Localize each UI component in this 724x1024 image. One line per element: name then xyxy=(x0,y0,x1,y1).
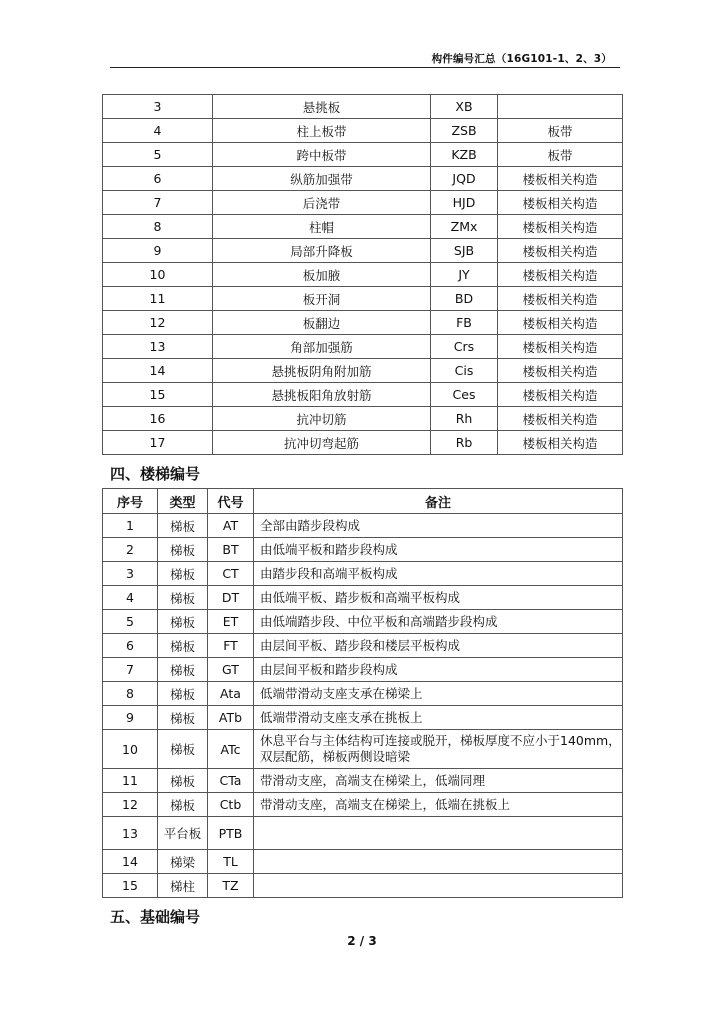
stair-code: FT xyxy=(208,634,254,658)
component-name: 纵筋加强带 xyxy=(213,167,431,191)
row-number: 9 xyxy=(103,239,213,263)
component-code: HJD xyxy=(431,191,498,215)
table-row xyxy=(103,383,623,407)
table-header-row xyxy=(103,489,623,514)
row-number: 11 xyxy=(103,769,158,793)
row-number: 7 xyxy=(103,191,213,215)
component-note: 板带 xyxy=(498,143,623,167)
component-code: JQD xyxy=(431,167,498,191)
stair-code: ATc xyxy=(208,730,254,769)
component-note: 楼板相关构造 xyxy=(498,383,623,407)
component-code: Cis xyxy=(431,359,498,383)
table-row xyxy=(103,538,623,562)
component-name: 抗冲切弯起筋 xyxy=(213,431,431,455)
stair-type: 平台板 xyxy=(158,817,208,850)
header-no: 序号 xyxy=(103,489,158,514)
component-name: 板加腋 xyxy=(213,263,431,287)
row-number: 5 xyxy=(103,610,158,634)
table-row xyxy=(103,215,623,239)
row-number: 12 xyxy=(103,793,158,817)
stair-note: 由层间平板和踏步段构成 xyxy=(254,658,623,682)
table-row xyxy=(103,658,623,682)
table-row xyxy=(103,610,623,634)
stair-type: 梯柱 xyxy=(158,874,208,898)
table-row xyxy=(103,287,623,311)
row-number: 15 xyxy=(103,383,213,407)
component-name: 柱上板带 xyxy=(213,119,431,143)
row-number: 8 xyxy=(103,215,213,239)
row-number: 15 xyxy=(103,874,158,898)
component-note: 楼板相关构造 xyxy=(498,215,623,239)
row-number: 11 xyxy=(103,287,213,311)
stair-code: TZ xyxy=(208,874,254,898)
component-note: 楼板相关构造 xyxy=(498,239,623,263)
stair-note: 带滑动支座，高端支在梯梁上，低端在挑板上 xyxy=(254,793,623,817)
stair-type: 梯板 xyxy=(158,586,208,610)
component-code: Ces xyxy=(431,383,498,407)
component-note: 楼板相关构造 xyxy=(498,263,623,287)
stair-code: DT xyxy=(208,586,254,610)
table-row xyxy=(103,239,623,263)
stair-code: Ctb xyxy=(208,793,254,817)
table-row xyxy=(103,431,623,455)
stair-type: 梯板 xyxy=(158,538,208,562)
component-note: 楼板相关构造 xyxy=(498,431,623,455)
component-note: 楼板相关构造 xyxy=(498,167,623,191)
row-number: 10 xyxy=(103,263,213,287)
stair-code: ET xyxy=(208,610,254,634)
component-name: 跨中板带 xyxy=(213,143,431,167)
stair-type: 梯板 xyxy=(158,610,208,634)
stair-note: 带滑动支座，高端支在梯梁上，低端同理 xyxy=(254,769,623,793)
row-number: 12 xyxy=(103,311,213,335)
component-note: 楼板相关构造 xyxy=(498,311,623,335)
stair-type: 梯板 xyxy=(158,682,208,706)
stair-code: TL xyxy=(208,850,254,874)
stair-type: 梯板 xyxy=(158,793,208,817)
table-row xyxy=(103,874,623,898)
component-note: 楼板相关构造 xyxy=(498,407,623,431)
stair-code: CTa xyxy=(208,769,254,793)
component-code: Rh xyxy=(431,407,498,431)
table-row xyxy=(103,562,623,586)
stair-type: 梯板 xyxy=(158,769,208,793)
component-code: ZMx xyxy=(431,215,498,239)
stair-type: 梯板 xyxy=(158,514,208,538)
stair-note: 休息平台与主体结构可连接或脱开，梯板厚度不应小于140mm，双层配筋，梯板两侧设暗梁 xyxy=(254,730,623,769)
stair-note: 全部由踏步段构成 xyxy=(254,514,623,538)
component-note: 楼板相关构造 xyxy=(498,287,623,311)
row-number: 8 xyxy=(103,682,158,706)
row-number: 13 xyxy=(103,817,158,850)
stair-code: Ata xyxy=(208,682,254,706)
stair-note: 低端带滑动支座支承在挑板上 xyxy=(254,706,623,730)
stair-code: ATb xyxy=(208,706,254,730)
component-note: 板带 xyxy=(498,119,623,143)
table-row xyxy=(103,817,623,850)
component-code: Rb xyxy=(431,431,498,455)
component-note: 楼板相关构造 xyxy=(498,359,623,383)
component-name: 后浇带 xyxy=(213,191,431,215)
header-type: 类型 xyxy=(158,489,208,514)
row-number: 6 xyxy=(103,167,213,191)
table-row xyxy=(103,730,623,769)
table-row xyxy=(103,311,623,335)
stair-note xyxy=(254,850,623,874)
table-row xyxy=(103,514,623,538)
row-number: 14 xyxy=(103,359,213,383)
stair-type: 梯板 xyxy=(158,634,208,658)
header-title: 构件编号汇总（16G101-1、2、3） xyxy=(431,53,612,65)
table-row xyxy=(103,167,623,191)
component-name: 悬挑板阴角附加筋 xyxy=(213,359,431,383)
stair-type: 梯板 xyxy=(158,730,208,769)
header-code: 代号 xyxy=(208,489,254,514)
page-number: 2 / 3 xyxy=(347,934,377,948)
component-name: 悬挑板阳角放射筋 xyxy=(213,383,431,407)
component-code: JY xyxy=(431,263,498,287)
table-row xyxy=(103,706,623,730)
foundation-section-title: 五、基础编号 xyxy=(110,908,201,926)
table-row xyxy=(103,793,623,817)
row-number: 6 xyxy=(103,634,158,658)
header-note: 备注 xyxy=(254,489,623,514)
table-row xyxy=(103,95,623,119)
table-row xyxy=(103,850,623,874)
stair-type: 梯板 xyxy=(158,706,208,730)
table-row xyxy=(103,119,623,143)
component-code: KZB xyxy=(431,143,498,167)
row-number: 4 xyxy=(103,119,213,143)
row-number: 1 xyxy=(103,514,158,538)
stair-note: 由低端踏步段、中位平板和高端踏步段构成 xyxy=(254,610,623,634)
stair-note: 由踏步段和高端平板构成 xyxy=(254,562,623,586)
row-number: 9 xyxy=(103,706,158,730)
table-row xyxy=(103,335,623,359)
row-number: 4 xyxy=(103,586,158,610)
stair-type: 梯板 xyxy=(158,658,208,682)
component-code: Crs xyxy=(431,335,498,359)
stair-note: 由低端平板和踏步段构成 xyxy=(254,538,623,562)
table-row xyxy=(103,586,623,610)
component-name: 柱帽 xyxy=(213,215,431,239)
table-row xyxy=(103,407,623,431)
component-note: 楼板相关构造 xyxy=(498,191,623,215)
component-name: 板开洞 xyxy=(213,287,431,311)
row-number: 3 xyxy=(103,95,213,119)
table-row xyxy=(103,143,623,167)
header-divider xyxy=(110,67,620,68)
table-row xyxy=(103,682,623,706)
component-code: XB xyxy=(431,95,498,119)
component-name: 角部加强筋 xyxy=(213,335,431,359)
component-code: FB xyxy=(431,311,498,335)
component-code: SJB xyxy=(431,239,498,263)
row-number: 10 xyxy=(103,730,158,769)
stair-code-table xyxy=(102,488,623,898)
component-name: 局部升降板 xyxy=(213,239,431,263)
stair-note: 由低端平板、踏步板和高端平板构成 xyxy=(254,586,623,610)
component-code: BD xyxy=(431,287,498,311)
row-number: 2 xyxy=(103,538,158,562)
row-number: 13 xyxy=(103,335,213,359)
table-row xyxy=(103,769,623,793)
row-number: 17 xyxy=(103,431,213,455)
row-number: 14 xyxy=(103,850,158,874)
stair-code: CT xyxy=(208,562,254,586)
component-name: 板翻边 xyxy=(213,311,431,335)
component-note: 楼板相关构造 xyxy=(498,335,623,359)
stair-code: BT xyxy=(208,538,254,562)
table-row xyxy=(103,359,623,383)
stair-code: AT xyxy=(208,514,254,538)
stair-code: PTB xyxy=(208,817,254,850)
stair-section-title: 四、楼梯编号 xyxy=(110,465,201,483)
row-number: 7 xyxy=(103,658,158,682)
stair-note: 低端带滑动支座支承在梯梁上 xyxy=(254,682,623,706)
table-row xyxy=(103,191,623,215)
table-row xyxy=(103,263,623,287)
component-note xyxy=(498,95,623,119)
row-number: 16 xyxy=(103,407,213,431)
component-name: 抗冲切筋 xyxy=(213,407,431,431)
component-name: 悬挑板 xyxy=(213,95,431,119)
slab-code-table xyxy=(102,94,623,455)
row-number: 5 xyxy=(103,143,213,167)
stair-type: 梯梁 xyxy=(158,850,208,874)
stair-type: 梯板 xyxy=(158,562,208,586)
stair-note xyxy=(254,874,623,898)
stair-code: GT xyxy=(208,658,254,682)
stair-note: 由层间平板、踏步段和楼层平板构成 xyxy=(254,634,623,658)
stair-note xyxy=(254,817,623,850)
row-number: 3 xyxy=(103,562,158,586)
table-row xyxy=(103,634,623,658)
component-code: ZSB xyxy=(431,119,498,143)
